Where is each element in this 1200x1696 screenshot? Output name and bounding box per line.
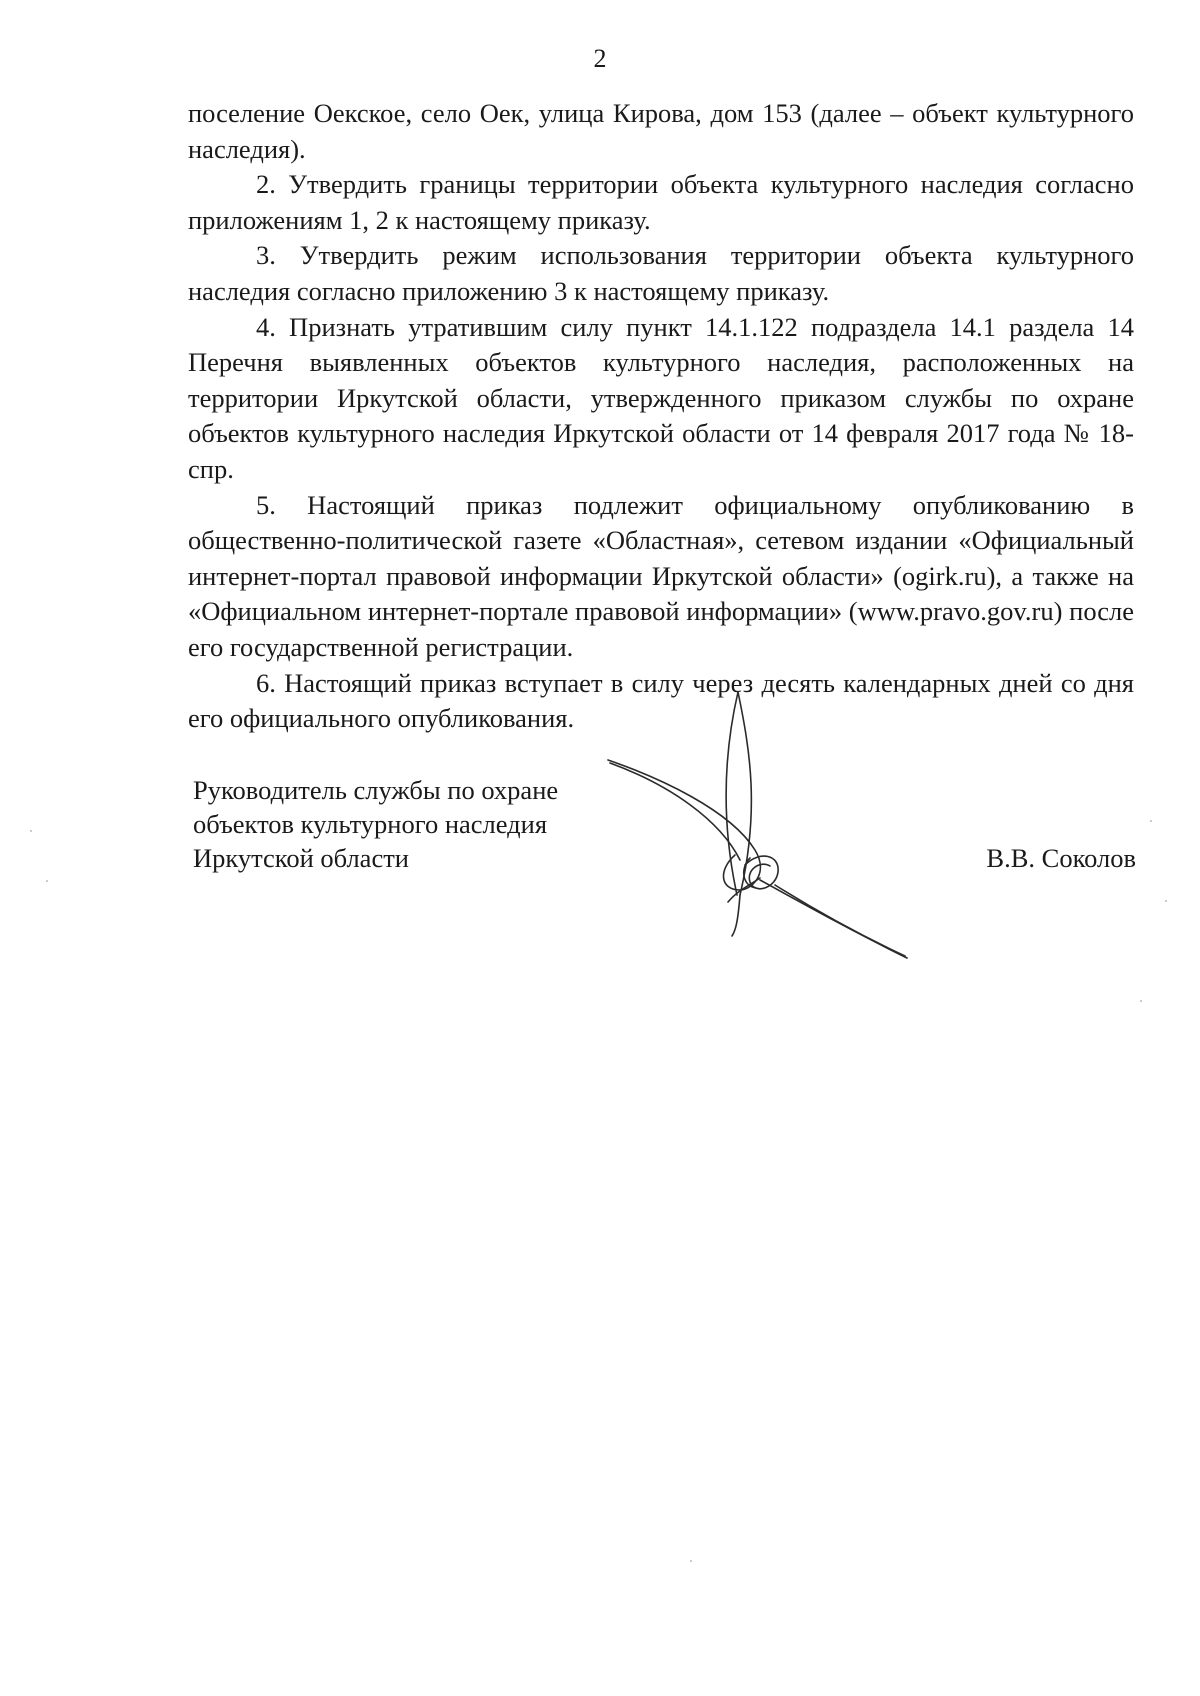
document-body xyxy=(188,96,1134,737)
signer-position-line-2: объектов культурного наследия xyxy=(193,809,548,839)
scan-noise xyxy=(30,830,32,832)
paragraph-item-2: 2. Утвердить границы территории объекта культурного наследия согласно приложениям 1, 2 к настоящему приказу. xyxy=(188,169,1134,235)
paragraph-item-3: 3. Утвердить режим использования территории объекта культурного наследия согласно приложению 3 к настоящему приказу. xyxy=(188,240,1134,306)
paragraph-item-5: 5. Настоящий приказ подлежит официальному опубликованию в общественно-политической газете «Областная», сетевом издании «Официальный интернет-портал правовой информации Иркутской области» (ogirk.ru), а также на «Официальном интернет-портале правовой информации» (www.pravo.gov.ru) после его государственной регистрации. xyxy=(188,489,1134,662)
signer-position-line-1: Руководитель службы по охране xyxy=(193,775,559,805)
paragraph-continuation: поселение Оекское, село Оек, улица Кирова, дом 153 (далее – объект культурного наследия). xyxy=(188,98,1134,164)
scan-noise xyxy=(1150,820,1152,822)
scan-noise xyxy=(1140,1000,1142,1002)
scan-noise xyxy=(1165,900,1167,902)
scan-noise xyxy=(46,880,48,882)
signer-position-line-3: Иркутской области xyxy=(193,843,409,873)
paragraph-item-4: 4. Признать утратившим силу пункт 14.1.122 подраздела 14.1 раздела 14 Перечня выявленных объектов культурного наследия, расположенных на территории Иркутской области, утвержденного приказом службы по охране объектов культурного наследия Иркутской области от 14 февраля 2017 года № 18-спр. xyxy=(188,311,1134,484)
scan-noise xyxy=(690,1560,692,1562)
handwritten-signature xyxy=(600,690,920,970)
paragraph-item-6: 6. Настоящий приказ вступает в силу через десять календарных дней со дня его официального опубликования. xyxy=(188,667,1134,734)
signer-position xyxy=(193,773,593,875)
page-number: 2 xyxy=(593,44,607,73)
signer-name: В.В. Соколов xyxy=(986,843,1136,873)
